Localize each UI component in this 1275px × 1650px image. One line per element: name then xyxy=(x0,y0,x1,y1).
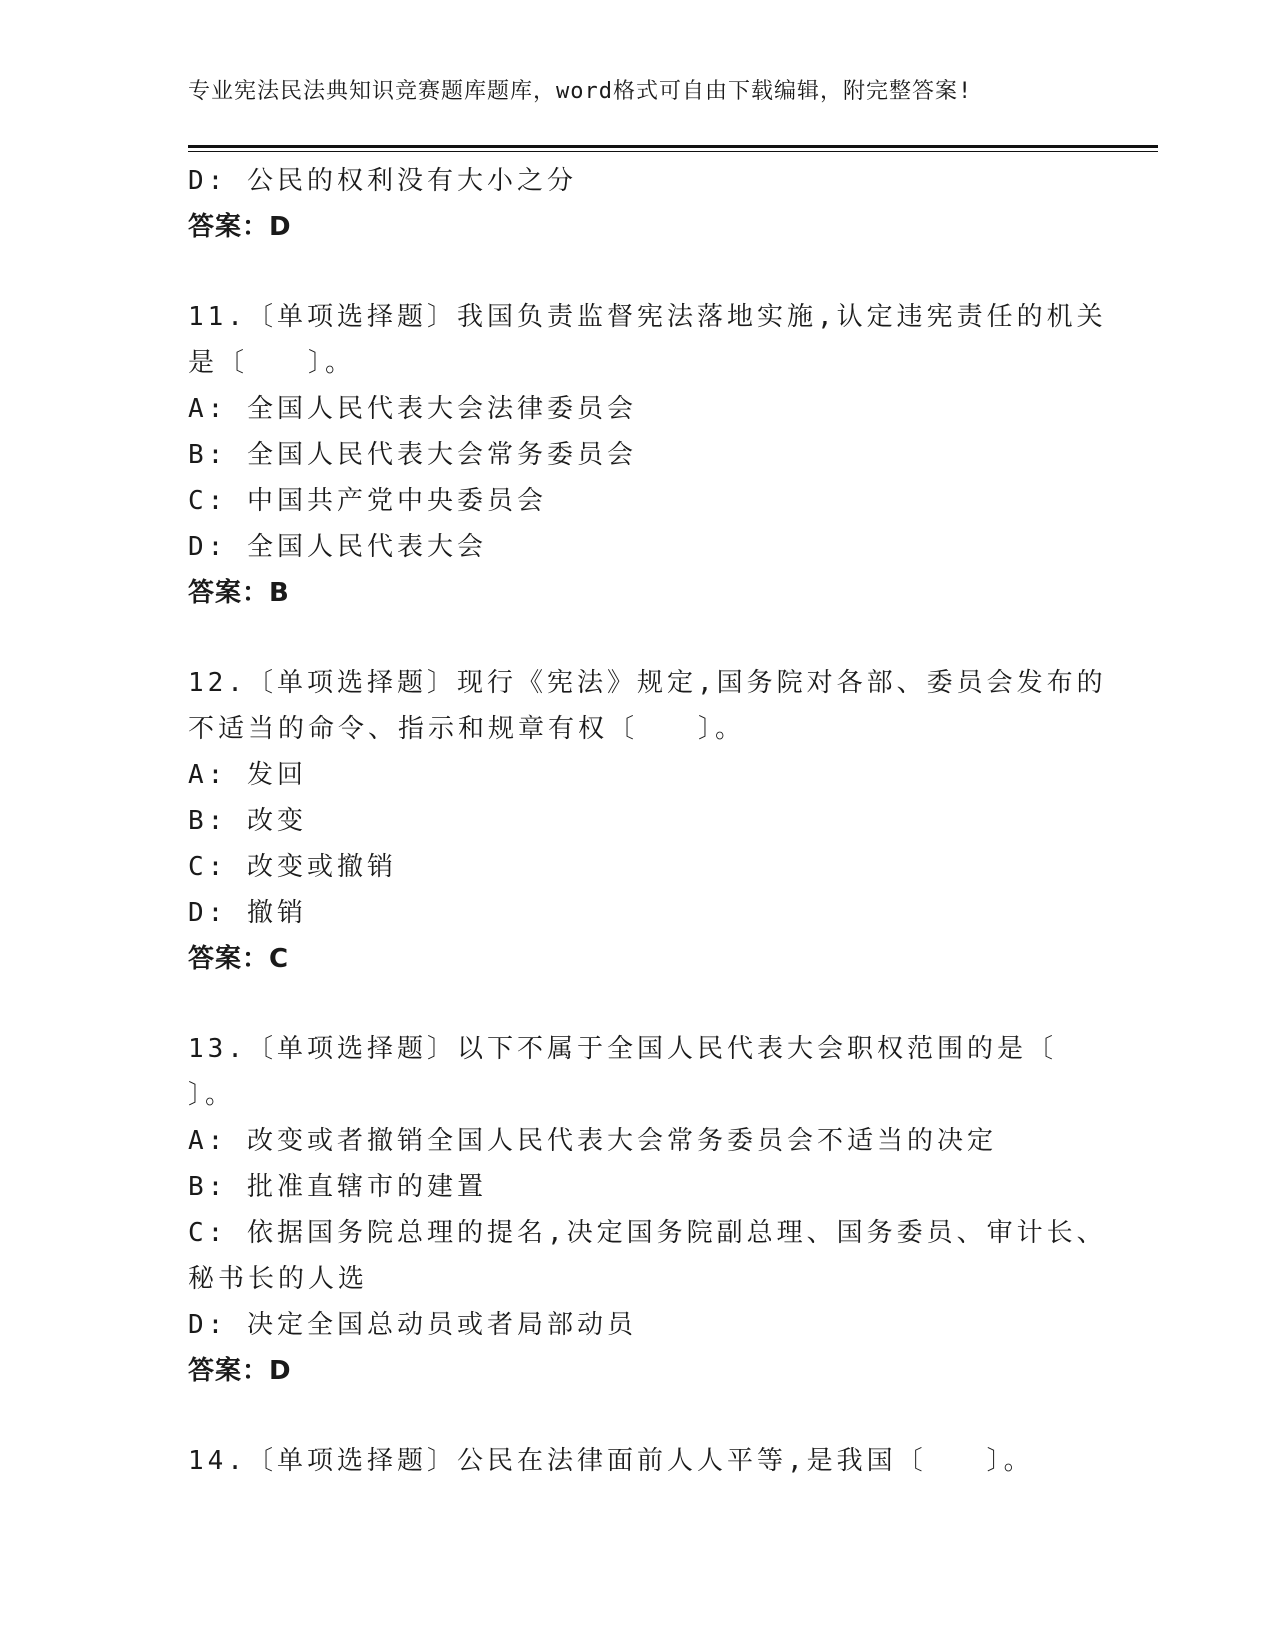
q10-answer: 答案：D xyxy=(188,212,292,242)
option-d: D: 撤销 xyxy=(188,898,307,928)
option-a: A: 全国人民代表大会法律委员会 xyxy=(188,394,637,424)
question-stem: 11.〔单项选择题〕我国负责监督宪法落地实施,认定违宪责任的机关 xyxy=(188,302,1107,332)
question-11 xyxy=(188,294,1107,616)
option-a: A: 改变或者撤销全国人民代表大会常务委员会不适当的决定 xyxy=(188,1126,997,1156)
spacer xyxy=(188,982,1068,1026)
answer: 答案：B xyxy=(188,578,290,608)
question-stem-continued: 不适当的命令、指示和规章有权〔 〕。 xyxy=(188,714,746,744)
option-c-continued: 秘书长的人选 xyxy=(188,1264,369,1294)
question-14 xyxy=(188,1438,1068,1484)
option-b: B: 全国人民代表大会常务委员会 xyxy=(188,440,637,470)
question-stem: 13.〔单项选择题〕以下不属于全国人民代表大会职权范围的是〔 xyxy=(188,1034,1057,1064)
header-rule-thick xyxy=(188,145,1158,148)
spacer xyxy=(188,1394,1068,1438)
header-rule-thin xyxy=(188,151,1158,152)
question-stem-continued: 是〔 〕。 xyxy=(188,348,356,378)
option-d: D: 决定全国总动员或者局部动员 xyxy=(188,1310,637,1340)
question-stem: 14.〔单项选择题〕公民在法律面前人人平等,是我国〔 〕。 xyxy=(188,1446,1034,1476)
question-13 xyxy=(188,1026,1107,1394)
option-c: C: 中国共产党中央委员会 xyxy=(188,486,547,516)
answer: 答案：D xyxy=(188,1356,292,1386)
page-header: 专业宪法民法典知识竞赛题库题库，word格式可自由下载编辑，附完整答案! xyxy=(188,79,973,104)
option-d: D: 全国人民代表大会 xyxy=(188,532,487,562)
spacer xyxy=(188,250,1068,294)
q10-option-d: D: 公民的权利没有大小之分 xyxy=(188,166,577,196)
option-a: A: 发回 xyxy=(188,760,307,790)
option-b: B: 批准直辖市的建置 xyxy=(188,1172,487,1202)
option-b: B: 改变 xyxy=(188,806,307,836)
answer: 答案：C xyxy=(188,944,290,974)
spacer xyxy=(188,616,1068,660)
option-c: C: 依据国务院总理的提名,决定国务院副总理、国务委员、审计长、 xyxy=(188,1218,1107,1248)
question-12 xyxy=(188,660,1107,982)
question-stem: 12.〔单项选择题〕现行《宪法》规定,国务院对各部、委员会发布的 xyxy=(188,668,1107,698)
question-content xyxy=(188,158,1107,1484)
option-c: C: 改变或撤销 xyxy=(188,852,397,882)
question-stem-continued: 〕。 xyxy=(188,1080,236,1110)
